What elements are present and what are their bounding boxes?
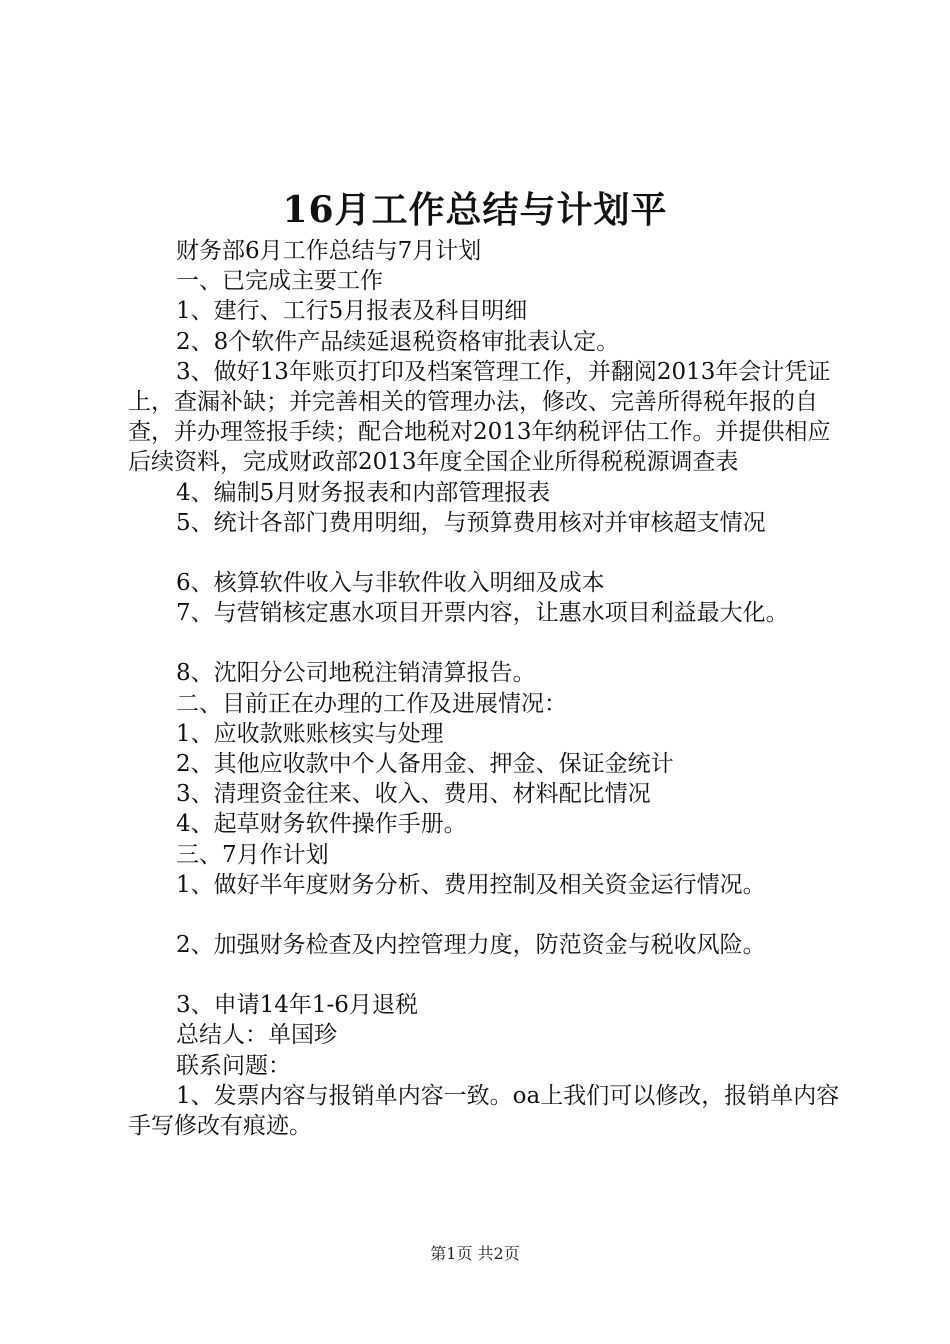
document-body	[128, 236, 840, 1141]
blank-line	[128, 628, 840, 658]
list-item: 1、建行、工行5月报表及科目明细	[176, 298, 528, 325]
list-item: 1、做好半年度财务分析、费用控制及相关资金运行情况。	[176, 871, 766, 898]
document-title: 16月工作总结与计划平	[282, 189, 668, 231]
list-item: 2、8个软件产品续延退税资格审批表认定。	[176, 328, 620, 355]
paragraph-heading-dept: 财务部6月工作总结与7月计划	[176, 238, 482, 264]
list-item: 7、与营销核定惠水项目开票内容，让惠水项目利益最大化。	[176, 600, 789, 627]
section-heading-completed: 一、已完成主要工作	[176, 268, 383, 295]
author-line: 总结人：单国珍	[176, 1022, 337, 1049]
page-footer: 第1页 共2页	[430, 1244, 520, 1263]
list-item: 4、编制5月财务报表和内部管理报表	[176, 479, 551, 506]
blank-line	[128, 960, 840, 990]
blank-line	[128, 900, 840, 930]
section-heading-in-progress: 二、目前正在办理的工作及进展情况：	[176, 690, 567, 717]
list-item: 8、沈阳分公司地税注销清算报告。	[176, 660, 536, 687]
blank-line	[128, 538, 840, 568]
list-item: 5、统计各部门费用明细，与预算费用核对并审核超支情况	[176, 509, 766, 536]
list-item: 3、做好13年账页打印及档案管理工作，并翻阅2013年会计凭证上，查漏补缺；并完善相关的管理办法，修改、完善所得税年报的自查，并办理签报手续；配合地税对2013年纳税评估工作。并提供相应后续资料，完成财政部2013年度全国企业所得税税源调查表	[128, 358, 831, 476]
list-item: 2、其他应收款中个人备用金、押金、保证金统计	[176, 751, 674, 778]
list-item: 1、应收款账账核实与处理	[176, 720, 444, 747]
list-item: 3、申请14年1-6月退税	[176, 992, 418, 1019]
section-heading-issues: 联系问题：	[176, 1052, 291, 1079]
list-item: 2、加强财务检查及内控管理力度，防范资金与税收风险。	[176, 932, 766, 959]
list-item: 1、发票内容与报销单内容一致。oa上我们可以修改，报销单内容手写修改有痕迹。	[128, 1082, 840, 1140]
list-item: 6、核算软件收入与非软件收入明细及成本	[176, 570, 605, 597]
list-item: 3、清理资金往来、收入、费用、材料配比情况	[176, 781, 651, 808]
section-heading-plan: 三、7月作计划	[176, 841, 329, 868]
list-item: 4、起草财务软件操作手册。	[176, 811, 467, 838]
